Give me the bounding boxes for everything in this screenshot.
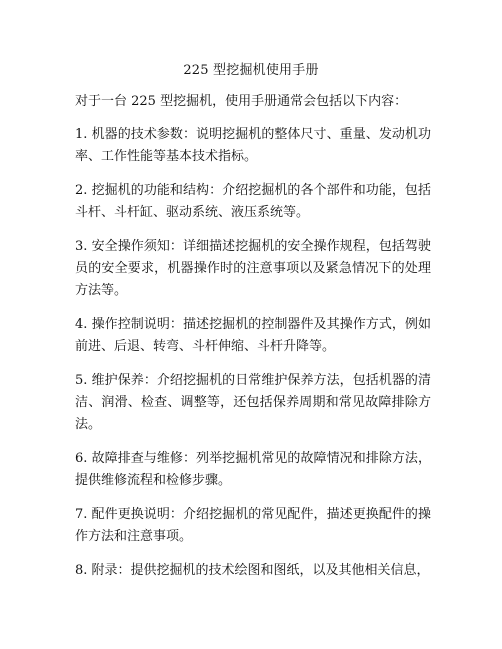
section-list bbox=[75, 124, 431, 594]
document-title: 225 型挖掘机使用手册 bbox=[183, 63, 319, 78]
section-troubleshooting: 6. 故障排查与维修：列举挖掘机常见的故障情况和排除方法，提供维修流程和检修步骤。 bbox=[75, 451, 431, 488]
section-maintenance: 5. 维护保养：介绍挖掘机的日常维护保养方法，包括机器的清洁、润滑、检查、调整等，还包括保养周期和常见故障排除方法。 bbox=[75, 373, 431, 432]
section-operation-controls: 4. 操作控制说明：描述挖掘机的控制器件及其操作方式，例如前进、后退、转弯、斗杆伸缩、斗杆升降等。 bbox=[75, 317, 431, 354]
section-technical-parameters: 1. 机器的技术参数：说明挖掘机的整体尺寸、重量、发动机功率、工作性能等基本技术指标。 bbox=[75, 127, 431, 164]
section-appendix: 8. 附录：提供挖掘机的技术绘图和图纸，以及其他相关信息， bbox=[75, 563, 430, 578]
intro-paragraph: 对于一台 225 型挖掘机，使用手册通常会包括以下内容： bbox=[75, 94, 408, 109]
section-safety-operation: 3. 安全操作须知：详细描述挖掘机的安全操作规程，包括驾驶员的安全要求，机器操作时的注意事项以及紧急情况下的处理方法等。 bbox=[75, 239, 431, 298]
section-parts-replacement: 7. 配件更换说明：介绍挖掘机的常见配件，描述更换配件的操作方法和注意事项。 bbox=[75, 507, 431, 544]
section-functions-structure: 2. 挖掘机的功能和结构：介绍挖掘机的各个部件和功能，包括斗杆、斗杆缸、驱动系统、液压系统等。 bbox=[75, 183, 431, 220]
